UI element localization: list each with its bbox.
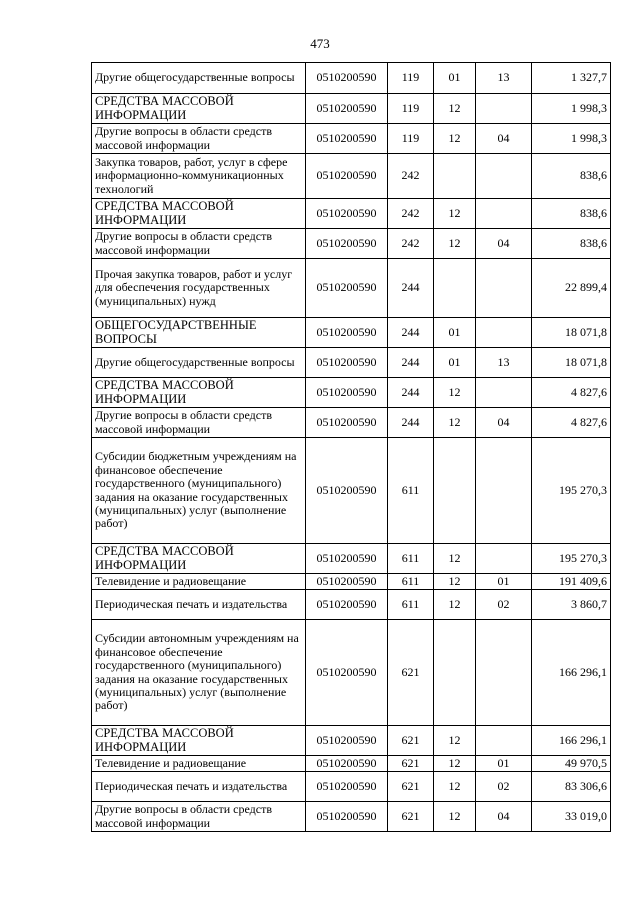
cell-expense-type: 244 <box>388 378 434 408</box>
cell-expense-type: 242 <box>388 229 434 259</box>
cell-amount: 33 019,0 <box>532 802 611 832</box>
cell-section: 12 <box>434 94 476 124</box>
cell-section <box>434 620 476 726</box>
cell-expense-type: 242 <box>388 199 434 229</box>
table-row <box>92 438 611 544</box>
cell-target-article: 0510200590 <box>306 318 388 348</box>
cell-amount: 49 970,5 <box>532 756 611 772</box>
cell-target-article: 0510200590 <box>306 802 388 832</box>
cell-name: СРЕДСТВА МАССОВОЙ ИНФОРМАЦИИ <box>92 544 306 574</box>
cell-expense-type: 621 <box>388 756 434 772</box>
cell-expense-type: 611 <box>388 544 434 574</box>
cell-expense-type: 611 <box>388 590 434 620</box>
cell-section: 12 <box>434 726 476 756</box>
cell-section: 01 <box>434 348 476 378</box>
cell-subsection <box>476 544 532 574</box>
cell-subsection: 04 <box>476 408 532 438</box>
cell-expense-type: 611 <box>388 438 434 544</box>
cell-expense-type: 244 <box>388 318 434 348</box>
cell-amount: 195 270,3 <box>532 544 611 574</box>
cell-amount: 3 860,7 <box>532 590 611 620</box>
table-row <box>92 318 611 348</box>
cell-expense-type: 611 <box>388 574 434 590</box>
cell-name: ОБЩЕГОСУДАРСТВЕННЫЕ ВОПРОСЫ <box>92 318 306 348</box>
cell-subsection: 02 <box>476 590 532 620</box>
cell-amount: 1 998,3 <box>532 124 611 154</box>
cell-section: 12 <box>434 544 476 574</box>
cell-expense-type: 621 <box>388 802 434 832</box>
cell-expense-type: 119 <box>388 124 434 154</box>
cell-name: СРЕДСТВА МАССОВОЙ ИНФОРМАЦИИ <box>92 378 306 408</box>
cell-expense-type: 244 <box>388 348 434 378</box>
cell-section <box>434 154 476 199</box>
table-row <box>92 348 611 378</box>
table-row <box>92 726 611 756</box>
cell-name: Периодическая печать и издательства <box>92 590 306 620</box>
cell-section: 12 <box>434 802 476 832</box>
cell-subsection: 13 <box>476 63 532 94</box>
table-row <box>92 63 611 94</box>
cell-subsection <box>476 378 532 408</box>
cell-section: 12 <box>434 590 476 620</box>
cell-subsection <box>476 318 532 348</box>
cell-section: 12 <box>434 756 476 772</box>
cell-amount: 4 827,6 <box>532 408 611 438</box>
cell-subsection: 01 <box>476 574 532 590</box>
cell-section: 12 <box>434 124 476 154</box>
cell-subsection <box>476 259 532 318</box>
table-row <box>92 259 611 318</box>
table-body <box>92 63 611 832</box>
cell-subsection <box>476 726 532 756</box>
table-row <box>92 802 611 832</box>
cell-section: 12 <box>434 772 476 802</box>
cell-name: Другие вопросы в области средств массовой информации <box>92 229 306 259</box>
cell-expense-type: 244 <box>388 408 434 438</box>
cell-amount: 4 827,6 <box>532 378 611 408</box>
cell-target-article: 0510200590 <box>306 544 388 574</box>
cell-target-article: 0510200590 <box>306 154 388 199</box>
cell-name: Другие вопросы в области средств массовой информации <box>92 408 306 438</box>
cell-section <box>434 438 476 544</box>
cell-expense-type: 119 <box>388 63 434 94</box>
cell-name: Телевидение и радиовещание <box>92 756 306 772</box>
table-row <box>92 378 611 408</box>
cell-expense-type: 244 <box>388 259 434 318</box>
cell-amount: 838,6 <box>532 199 611 229</box>
cell-subsection: 04 <box>476 802 532 832</box>
cell-subsection <box>476 199 532 229</box>
cell-target-article: 0510200590 <box>306 63 388 94</box>
cell-section: 01 <box>434 63 476 94</box>
table-row <box>92 620 611 726</box>
cell-section: 12 <box>434 408 476 438</box>
cell-section: 12 <box>434 229 476 259</box>
table-row <box>92 756 611 772</box>
cell-name: СРЕДСТВА МАССОВОЙ ИНФОРМАЦИИ <box>92 94 306 124</box>
cell-name: Периодическая печать и издательства <box>92 772 306 802</box>
cell-target-article: 0510200590 <box>306 378 388 408</box>
table-row <box>92 124 611 154</box>
cell-amount: 166 296,1 <box>532 620 611 726</box>
cell-name: Субсидии бюджетным учреждениям на финансовое обеспечение государственного (муниципального) задания на оказание государственных (муниципальных) услуг (выполнение работ) <box>92 438 306 544</box>
table-row <box>92 590 611 620</box>
table-row <box>92 408 611 438</box>
page-number: 473 <box>310 36 330 51</box>
cell-expense-type: 621 <box>388 726 434 756</box>
cell-target-article: 0510200590 <box>306 620 388 726</box>
table-row <box>92 574 611 590</box>
cell-section: 12 <box>434 199 476 229</box>
table-row <box>92 199 611 229</box>
cell-amount: 166 296,1 <box>532 726 611 756</box>
cell-amount: 191 409,6 <box>532 574 611 590</box>
cell-subsection <box>476 438 532 544</box>
cell-target-article: 0510200590 <box>306 124 388 154</box>
table-row <box>92 154 611 199</box>
table-row <box>92 229 611 259</box>
cell-section: 12 <box>434 378 476 408</box>
cell-name: Другие вопросы в области средств массовой информации <box>92 802 306 832</box>
cell-name: СРЕДСТВА МАССОВОЙ ИНФОРМАЦИИ <box>92 199 306 229</box>
table-row <box>92 544 611 574</box>
cell-expense-type: 621 <box>388 620 434 726</box>
cell-subsection: 02 <box>476 772 532 802</box>
cell-amount: 1 327,7 <box>532 63 611 94</box>
cell-section: 01 <box>434 318 476 348</box>
cell-amount: 83 306,6 <box>532 772 611 802</box>
cell-subsection: 04 <box>476 124 532 154</box>
cell-subsection <box>476 154 532 199</box>
cell-target-article: 0510200590 <box>306 229 388 259</box>
cell-expense-type: 119 <box>388 94 434 124</box>
cell-subsection: 13 <box>476 348 532 378</box>
cell-target-article: 0510200590 <box>306 408 388 438</box>
cell-section <box>434 259 476 318</box>
cell-name: Другие общегосударственные вопросы <box>92 348 306 378</box>
cell-target-article: 0510200590 <box>306 94 388 124</box>
cell-target-article: 0510200590 <box>306 756 388 772</box>
cell-target-article: 0510200590 <box>306 348 388 378</box>
cell-name: Телевидение и радиовещание <box>92 574 306 590</box>
cell-amount: 838,6 <box>532 154 611 199</box>
cell-name: Прочая закупка товаров, работ и услуг для обеспечения государственных (муниципальных) нужд <box>92 259 306 318</box>
cell-amount: 1 998,3 <box>532 94 611 124</box>
cell-subsection: 04 <box>476 229 532 259</box>
cell-expense-type: 621 <box>388 772 434 802</box>
budget-table <box>91 62 611 832</box>
cell-section: 12 <box>434 574 476 590</box>
cell-amount: 22 899,4 <box>532 259 611 318</box>
cell-expense-type: 242 <box>388 154 434 199</box>
cell-name: СРЕДСТВА МАССОВОЙ ИНФОРМАЦИИ <box>92 726 306 756</box>
cell-target-article: 0510200590 <box>306 726 388 756</box>
cell-name: Другие вопросы в области средств массовой информации <box>92 124 306 154</box>
cell-amount: 195 270,3 <box>532 438 611 544</box>
cell-amount: 838,6 <box>532 229 611 259</box>
cell-subsection <box>476 94 532 124</box>
cell-amount: 18 071,8 <box>532 318 611 348</box>
cell-target-article: 0510200590 <box>306 438 388 544</box>
cell-target-article: 0510200590 <box>306 574 388 590</box>
cell-name: Другие общегосударственные вопросы <box>92 63 306 94</box>
table-row <box>92 772 611 802</box>
cell-target-article: 0510200590 <box>306 772 388 802</box>
cell-target-article: 0510200590 <box>306 199 388 229</box>
cell-name: Субсидии автономным учреждениям на финансовое обеспечение государственного (муниципального) задания на оказание государственных (муниципальных) услуг (выполнение работ) <box>92 620 306 726</box>
cell-subsection: 01 <box>476 756 532 772</box>
cell-subsection <box>476 620 532 726</box>
table-row <box>92 94 611 124</box>
cell-target-article: 0510200590 <box>306 590 388 620</box>
cell-name: Закупка товаров, работ, услуг в сфере информационно-коммуникационных технологий <box>92 154 306 199</box>
cell-amount: 18 071,8 <box>532 348 611 378</box>
cell-target-article: 0510200590 <box>306 259 388 318</box>
